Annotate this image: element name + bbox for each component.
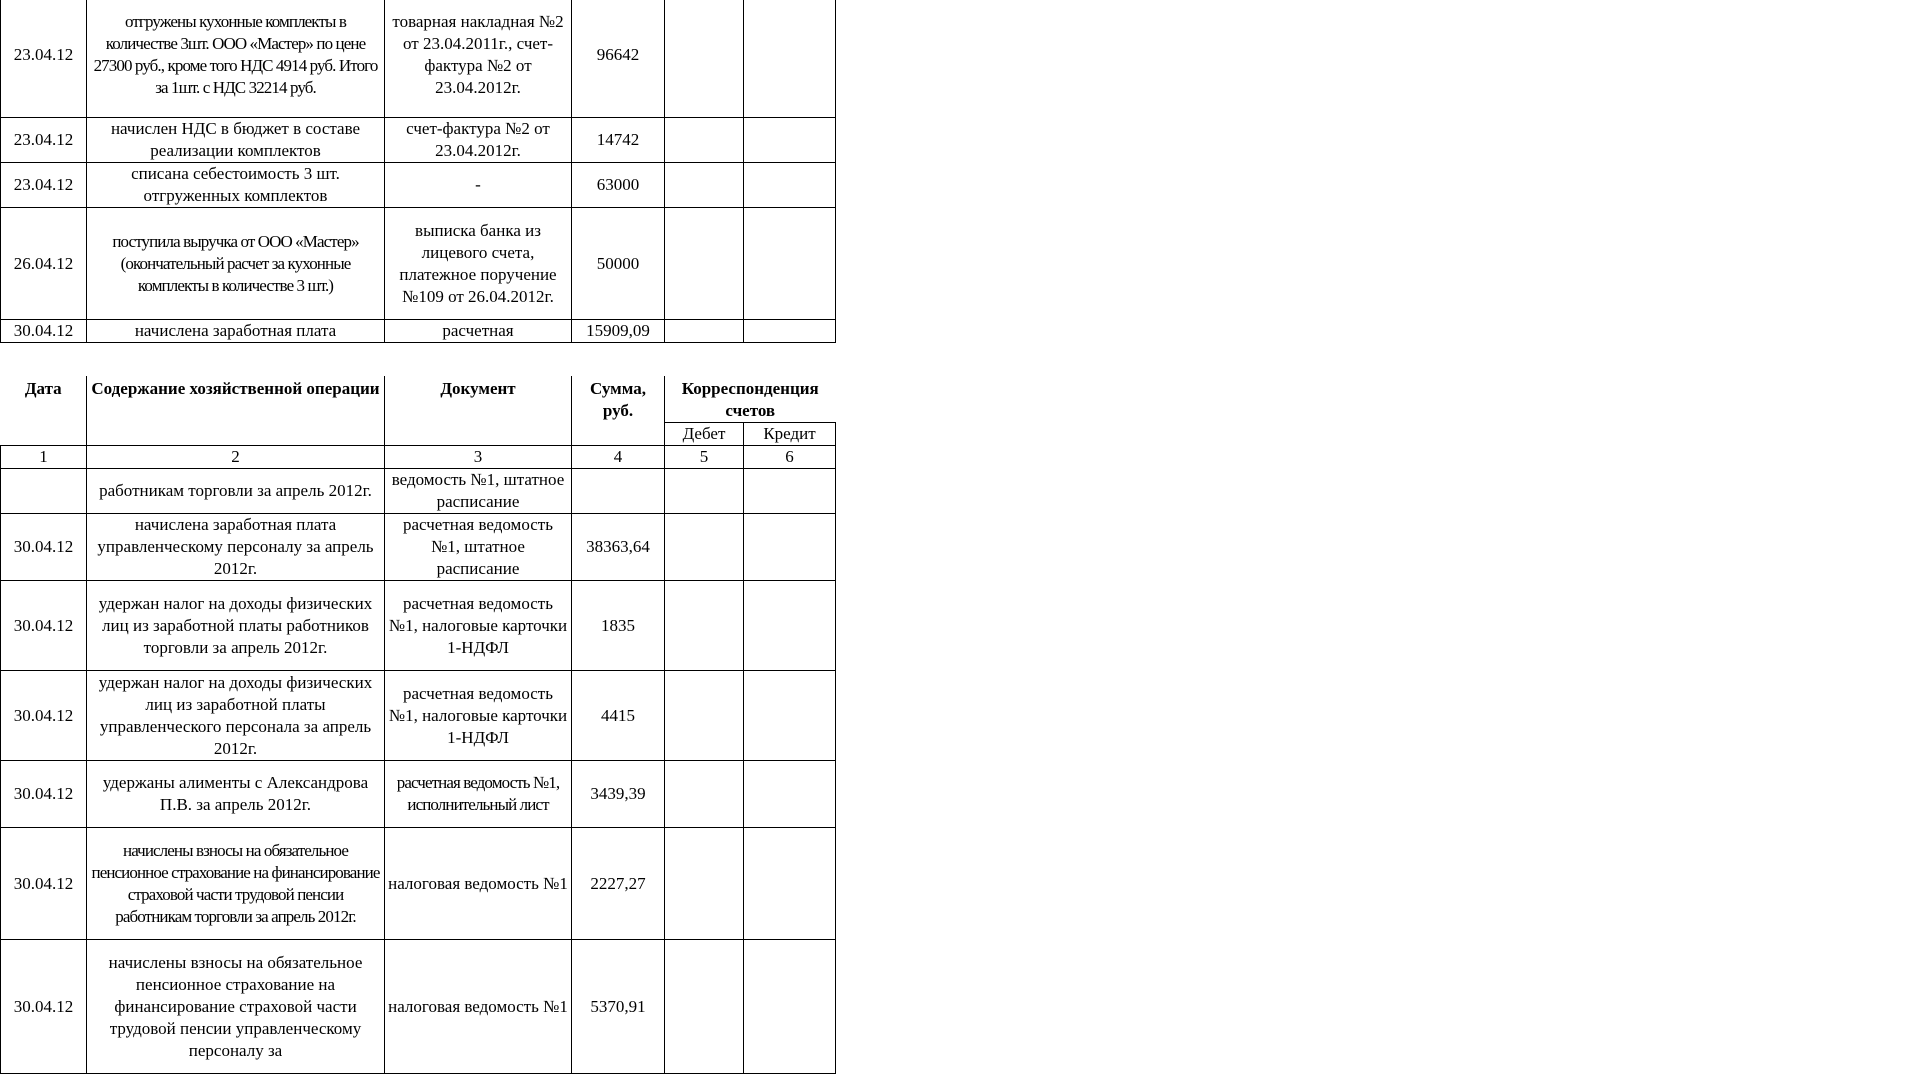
cell-date: 30.04.12 — [1, 761, 87, 828]
cell-content: отгружены кухонные комплекты в количестве 3шт. ООО «Мастер» по цене 27300 руб., кроме того НДС 4914 руб. Итого за 1шт. с НДС 32214 руб. — [87, 0, 385, 118]
cell-document: расчетная ведомость №1, налоговые карточки 1-НДФЛ — [385, 671, 572, 761]
cell-document: выписка банка из лицевого счета, платежное поручение №109 от 26.04.2012г. — [385, 208, 572, 320]
cell-credit — [744, 469, 836, 514]
cell-document: расчетная — [385, 320, 572, 343]
cell-date: 30.04.12 — [1, 514, 87, 581]
table-header-row — [1, 376, 836, 423]
cell-amount — [572, 469, 665, 514]
cell-date — [1, 469, 87, 514]
table-row — [1, 0, 836, 118]
column-number: 6 — [744, 446, 836, 469]
cell-credit — [744, 828, 836, 940]
cell-amount: 96642 — [572, 0, 665, 118]
cell-date: 23.04.12 — [1, 0, 87, 118]
ledger-table-bottom — [0, 376, 836, 1074]
header-amount: Сумма, руб. — [572, 376, 665, 446]
cell-content: начислены взносы на обязательное пенсионное страхование на финансирование страховой части трудовой пенсии работникам торговли за апрель 2012г. — [87, 828, 385, 940]
cell-document: расчетная ведомость №1, исполнительный лист — [385, 761, 572, 828]
column-numbers-row — [1, 446, 836, 469]
cell-date: 30.04.12 — [1, 671, 87, 761]
cell-content: списана себестоимость 3 шт. отгруженных комплектов — [87, 163, 385, 208]
cell-debit — [665, 671, 744, 761]
cell-content: работникам торговли за апрель 2012г. — [87, 469, 385, 514]
cell-credit — [744, 118, 836, 163]
cell-content: удержан налог на доходы физических лиц из заработной платы работников торговли за апрель 2012г. — [87, 581, 385, 671]
table-row — [1, 118, 836, 163]
cell-debit — [665, 828, 744, 940]
cell-date: 30.04.12 — [1, 581, 87, 671]
header-credit: Кредит — [744, 423, 836, 446]
cell-content: удержан налог на доходы физических лиц из заработной платы управленческого персонала за апрель 2012г. — [87, 671, 385, 761]
cell-debit — [665, 761, 744, 828]
cell-amount: 15909,09 — [572, 320, 665, 343]
table-row — [1, 320, 836, 343]
cell-document: налоговая ведомость №1 — [385, 940, 572, 1074]
column-number: 5 — [665, 446, 744, 469]
cell-credit — [744, 761, 836, 828]
cell-amount: 14742 — [572, 118, 665, 163]
cell-debit — [665, 514, 744, 581]
cell-document: расчетная ведомость №1, налоговые карточки 1-НДФЛ — [385, 581, 572, 671]
column-number: 3 — [385, 446, 572, 469]
header-date: Дата — [1, 376, 87, 446]
cell-amount: 3439,39 — [572, 761, 665, 828]
cell-content: поступила выручка от ООО «Мастер» (окончательный расчет за кухонные комплекты в количестве 3 шт.) — [87, 208, 385, 320]
cell-document: налоговая ведомость №1 — [385, 828, 572, 940]
cell-credit — [744, 163, 836, 208]
cell-debit — [665, 0, 744, 118]
cell-content: начислена заработная плата управленческому персоналу за апрель 2012г. — [87, 514, 385, 581]
cell-credit — [744, 320, 836, 343]
table-row — [1, 828, 836, 940]
cell-credit — [744, 208, 836, 320]
cell-document: расчетная ведомость №1, штатное расписание — [385, 514, 572, 581]
header-correspondence: Корреспонденция счетов — [665, 376, 836, 423]
cell-document: - — [385, 163, 572, 208]
table-row — [1, 208, 836, 320]
cell-debit — [665, 581, 744, 671]
cell-amount: 50000 — [572, 208, 665, 320]
cell-amount: 2227,27 — [572, 828, 665, 940]
header-content: Содержание хозяйственной операции — [87, 376, 385, 446]
cell-debit — [665, 163, 744, 208]
cell-amount: 38363,64 — [572, 514, 665, 581]
cell-amount: 1835 — [572, 581, 665, 671]
table-row — [1, 581, 836, 671]
cell-debit — [665, 208, 744, 320]
cell-debit — [665, 940, 744, 1074]
cell-debit — [665, 118, 744, 163]
cell-debit — [665, 320, 744, 343]
cell-content: начислена заработная плата — [87, 320, 385, 343]
table-row — [1, 671, 836, 761]
cell-document: счет-фактура №2 от 23.04.2012г. — [385, 118, 572, 163]
header-debit: Дебет — [665, 423, 744, 446]
cell-content: начислены взносы на обязательное пенсионное страхование на финансирование страховой части трудовой пенсии управленческому персоналу за — [87, 940, 385, 1074]
cell-date: 23.04.12 — [1, 118, 87, 163]
cell-credit — [744, 940, 836, 1074]
cell-document: товарная накладная №2 от 23.04.2011г., счет-фактура №2 от 23.04.2012г. — [385, 0, 572, 118]
cell-content: начислен НДС в бюджет в составе реализации комплектов — [87, 118, 385, 163]
cell-date: 30.04.12 — [1, 828, 87, 940]
cell-date: 23.04.12 — [1, 163, 87, 208]
cell-amount: 5370,91 — [572, 940, 665, 1074]
table-row — [1, 469, 836, 514]
column-number: 2 — [87, 446, 385, 469]
column-number: 1 — [1, 446, 87, 469]
table-row — [1, 940, 836, 1074]
cell-amount: 63000 — [572, 163, 665, 208]
cell-debit — [665, 469, 744, 514]
header-document: Документ — [385, 376, 572, 446]
cell-credit — [744, 514, 836, 581]
column-number: 4 — [572, 446, 665, 469]
table-row — [1, 761, 836, 828]
cell-date: 30.04.12 — [1, 320, 87, 343]
table-row — [1, 514, 836, 581]
table-row — [1, 163, 836, 208]
cell-amount: 4415 — [572, 671, 665, 761]
cell-date: 30.04.12 — [1, 940, 87, 1074]
cell-credit — [744, 0, 836, 118]
cell-credit — [744, 671, 836, 761]
cell-content: удержаны алименты с Александрова П.В. за апрель 2012г. — [87, 761, 385, 828]
ledger-table-top — [0, 0, 836, 343]
cell-credit — [744, 581, 836, 671]
cell-date: 26.04.12 — [1, 208, 87, 320]
cell-document: ведомость №1, штатное расписание — [385, 469, 572, 514]
